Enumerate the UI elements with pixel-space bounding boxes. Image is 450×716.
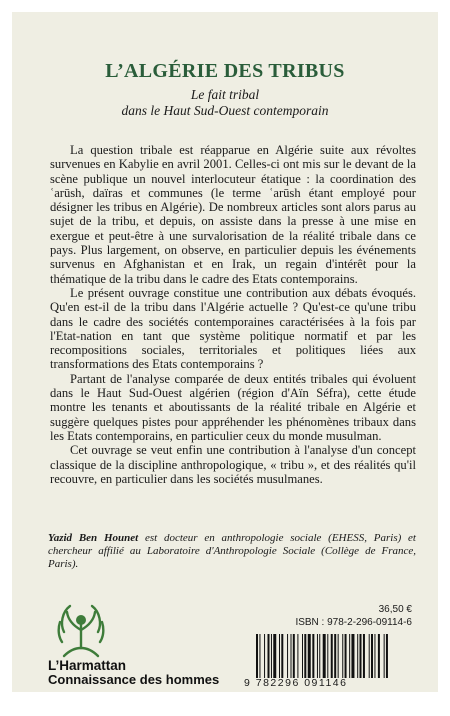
barcode-bar [281, 634, 283, 678]
barcode-bar [291, 634, 292, 678]
barcode-bar [297, 634, 298, 678]
blurb-paragraph: La question tribale est réapparue en Algérie suite aux révoltes survenues en Kabylie en avril 2001. Celles-ci ont mis sur le devant de la scène publique un nouvel interlocuteur étatique : la coordination des ʿarūsh, daïras et communes (le terme ʿarūsh étant employé pour désigner les tribus en Algérie). De nombreux articles sont alors parus au sujet de la tribu, et depuis, on assiste dans la presse à une mise en exergue et peut-être à une survalorisation de la réalité tribale dans ce pays. Plus largement, on observe, en particulier depuis les événements survenus en Afghanistan et en Irak, un regain d'intérêt pour la thématique de la tribu dans le cadre des Etats contemporains. [50, 143, 416, 286]
barcode-bar [308, 634, 311, 678]
barcode-bar [360, 634, 362, 678]
barcode-bar [369, 634, 370, 678]
barcode-bar [302, 634, 303, 678]
barcode-bar [293, 634, 295, 678]
book-title: L’ALGÉRIE DES TRIBUS [105, 60, 345, 82]
barcode-bar [264, 634, 265, 678]
isbn: ISBN : 978-2-296-09114-6 [295, 617, 412, 628]
barcode-bar [273, 634, 276, 678]
barcode [256, 634, 426, 678]
blurb-paragraph: Partant de l'analyse comparée de deux entités tribales qui évoluent dans le Haut Sud-Ouest algérien (région d'Aïn Séfra), cette étude montre les tenants et aboutissants de la réalité tribale en Algérie et suggère quelques pistes pour appréhender les phénomènes tribaux dans les Etats contemporains, en particulier ceux du monde musulman. [50, 371, 416, 443]
barcode-bar [349, 634, 350, 678]
author-name: Yazid Ben Hounet [48, 532, 139, 544]
subtitle-line-2: dans le Haut Sud-Ouest contemporain [121, 103, 329, 118]
author-description: est docteur en anthropologie sociale (EHESS, Paris) et chercheur affilié au Laboratoire d'Anthropologie Sociale (Collège de France, Paris). [48, 532, 416, 570]
barcode-bar [338, 634, 339, 678]
barcode-bar [268, 634, 270, 678]
price: 36,50 € [378, 604, 412, 615]
book-subtitle [12, 87, 438, 119]
barcode-bar [279, 634, 280, 678]
blurb-paragraph: Cet ouvrage se veut enfin une contribution à l'analyse d'un concept classique de la discipline anthropologique, « tribu », et des réalités qu'il recouvre, en particulier dans les sociétés musulmanes. [50, 443, 416, 486]
blurb-paragraph: Le présent ouvrage constitue une contribution aux débats évoqués. Qu'en est-il de la tribu dans l'Algérie actuelle ? Qu'est-ce qu'une tribu dans le cadre des sociétés contemporaines caractérisées à la fois par l'Etat-nation en tant que système politique normatif et par les recompositions sociales, territoriales et politiques liées aux transformations des Etats contemporains ? [50, 285, 416, 372]
barcode-bar [304, 634, 306, 678]
barcode-bar [351, 634, 354, 678]
author-bio [48, 532, 416, 570]
blurb [50, 143, 416, 486]
barcode-bar [384, 634, 385, 678]
publisher-name: L’Harmattan [48, 658, 127, 673]
barcode-bar [374, 634, 375, 678]
harmattan-logo-icon [56, 602, 106, 658]
barcode-bar [271, 634, 272, 678]
barcode-bar [312, 634, 314, 678]
barcode-bar [386, 634, 388, 678]
barcode-bar [363, 634, 365, 678]
barcode-bar [327, 634, 328, 678]
barcode-bar [259, 634, 260, 678]
collection-name: Connaissance des hommes [48, 672, 220, 687]
barcode-digits: 9 782296 091146 [244, 677, 348, 689]
barcode-bar [317, 634, 318, 678]
barcode-bar [323, 634, 326, 678]
barcode-bar [371, 634, 373, 678]
subtitle-line-1: Le fait tribal [190, 87, 260, 102]
barcode-bar [334, 634, 336, 678]
barcode-bar [357, 634, 358, 678]
barcode-bar [331, 634, 333, 678]
barcode-bar [287, 634, 288, 678]
barcode-bar [378, 634, 380, 678]
barcode-bar [342, 634, 343, 678]
barcode-bar [345, 634, 347, 678]
barcode-bar [256, 634, 258, 678]
barcode-bar [319, 634, 320, 678]
back-cover [12, 12, 438, 692]
